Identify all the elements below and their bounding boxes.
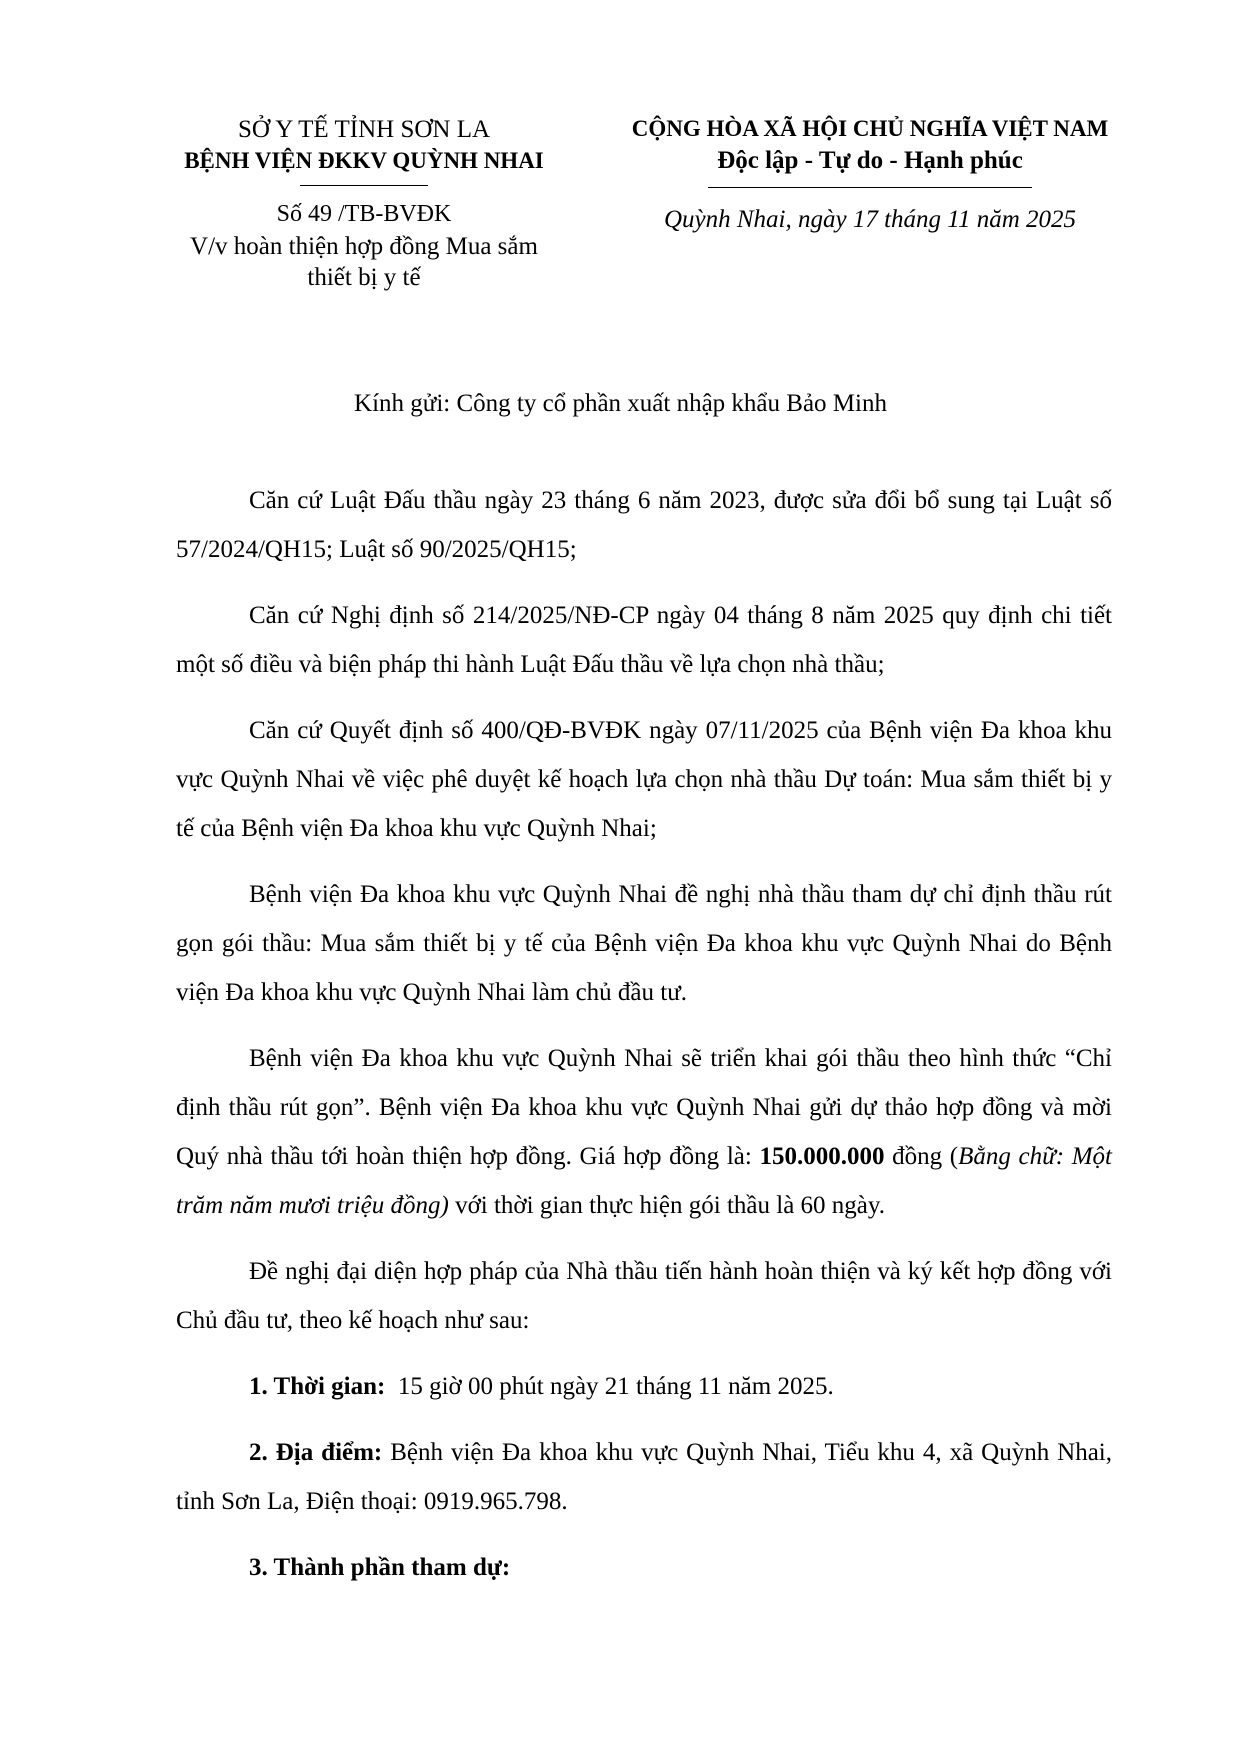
plan-location-label: 2. Địa điểm:: [249, 1439, 383, 1466]
agency-underline: [300, 185, 428, 186]
document-body: [176, 476, 1112, 1609]
paragraph-plan-intro: Đề nghị đại diện hợp pháp của Nhà thầu tiến hành hoàn thiện và ký kết hợp đồng với Chủ đầu tư, theo kế hoạch như sau:: [176, 1258, 1112, 1334]
document-subject: [148, 231, 580, 293]
contract-intro: Bệnh viện Đa khoa khu vực Quỳnh Nhai sẽ triển khai gói thầu theo hình thức “Chỉ định thầu rút gọn”. Bệnh viện Đa khoa khu vực Quỳnh Nhai gửi dự thảo hợp đồng và mời Quý nhà thầu tới hoàn thiện hợp đồng. Giá hợp đồng là:: [176, 1045, 1112, 1170]
contract-unit: đồng (: [892, 1143, 959, 1170]
plan-time-label: 1. Thời gian:: [249, 1373, 386, 1400]
recipient-line: Kính gửi: Công ty cổ phần xuất nhập khẩu Bảo Minh: [354, 390, 887, 417]
national-header-block: [600, 114, 1140, 236]
plan-participants: [176, 1543, 1112, 1592]
national-title: CỘNG HÒA XÃ HỘI CHỦ NGHĨA VIỆT NAM: [631, 116, 1109, 141]
paragraph-request: Bệnh viện Đa khoa khu vực Quỳnh Nhai đề nghị nhà thầu tham dự chỉ định thầu rút gọn gói thầu: Mua sắm thiết bị y tế của Bệnh viện Đa khoa khu vực Quỳnh Nhai do Bệnh viện Đa khoa khu vực Quỳnh Nhai làm chủ đầu tư.: [176, 881, 1112, 1006]
place-and-date: Quỳnh Nhai, ngày 17 tháng 11 năm 2025: [663, 206, 1076, 233]
issuing-agency-block: [148, 114, 580, 293]
contract-amount-in-words: Bằng chữ: Một trăm năm mươi triệu đồng): [176, 1143, 1113, 1219]
paragraph-legal-basis-3: Căn cứ Quyết định số 400/QĐ-BVĐK ngày 07/11/2025 của Bệnh viện Đa khoa khu vực Quỳnh Nhai về việc phê duyệt kế hoạch lựa chọn nhà thầu Dự toán: Mua sắm thiết bị y tế của Bệnh viện Đa khoa khu vực Quỳnh Nhai;: [176, 717, 1112, 842]
department-name: SỞ Y TẾ TỈNH SƠN LA: [237, 116, 491, 143]
subject-line-2: thiết bị y tế: [307, 264, 421, 291]
plan-location-value: Bệnh viện Đa khoa khu vực Quỳnh Nhai, Tiểu khu 4, xã Quỳnh Nhai, tỉnh Sơn La, Điện thoại: 0919.965.798.: [176, 1439, 1112, 1515]
plan-time: [176, 1362, 1112, 1411]
plan-location: [176, 1428, 1112, 1526]
paragraph-legal-basis-1: Căn cứ Luật Đấu thầu ngày 23 tháng 6 năm 2023, được sửa đổi bổ sung tại Luật số 57/2024/QH15; Luật số 90/2025/QH15;: [176, 487, 1112, 563]
plan-time-value: 15 giờ 00 phút ngày 21 tháng 11 năm 2025.: [397, 1373, 834, 1400]
paragraph-legal-basis-2: Căn cứ Nghị định số 214/2025/NĐ-CP ngày 04 tháng 8 năm 2025 quy định chi tiết một số điều và biện pháp thi hành Luật Đấu thầu về lựa chọn nhà thầu;: [176, 602, 1112, 678]
subject-line-1: V/v hoàn thiện hợp đồng Mua sắm: [190, 233, 538, 260]
motto-underline: [708, 187, 1032, 188]
contract-amount: 150.000.000: [759, 1143, 885, 1170]
paragraph-contract-price: [176, 1034, 1112, 1230]
plan-participants-label: 3. Thành phần tham dự:: [249, 1554, 511, 1581]
hospital-name: BỆNH VIỆN ĐKKV QUỲNH NHAI: [184, 148, 544, 173]
contract-duration: với thời gian thực hiện gói thầu là 60 ngày.: [455, 1192, 886, 1219]
document-number: Số 49 /TB-BVĐK: [276, 201, 452, 227]
national-motto: Độc lập - Tự do - Hạnh phúc: [717, 147, 1023, 174]
